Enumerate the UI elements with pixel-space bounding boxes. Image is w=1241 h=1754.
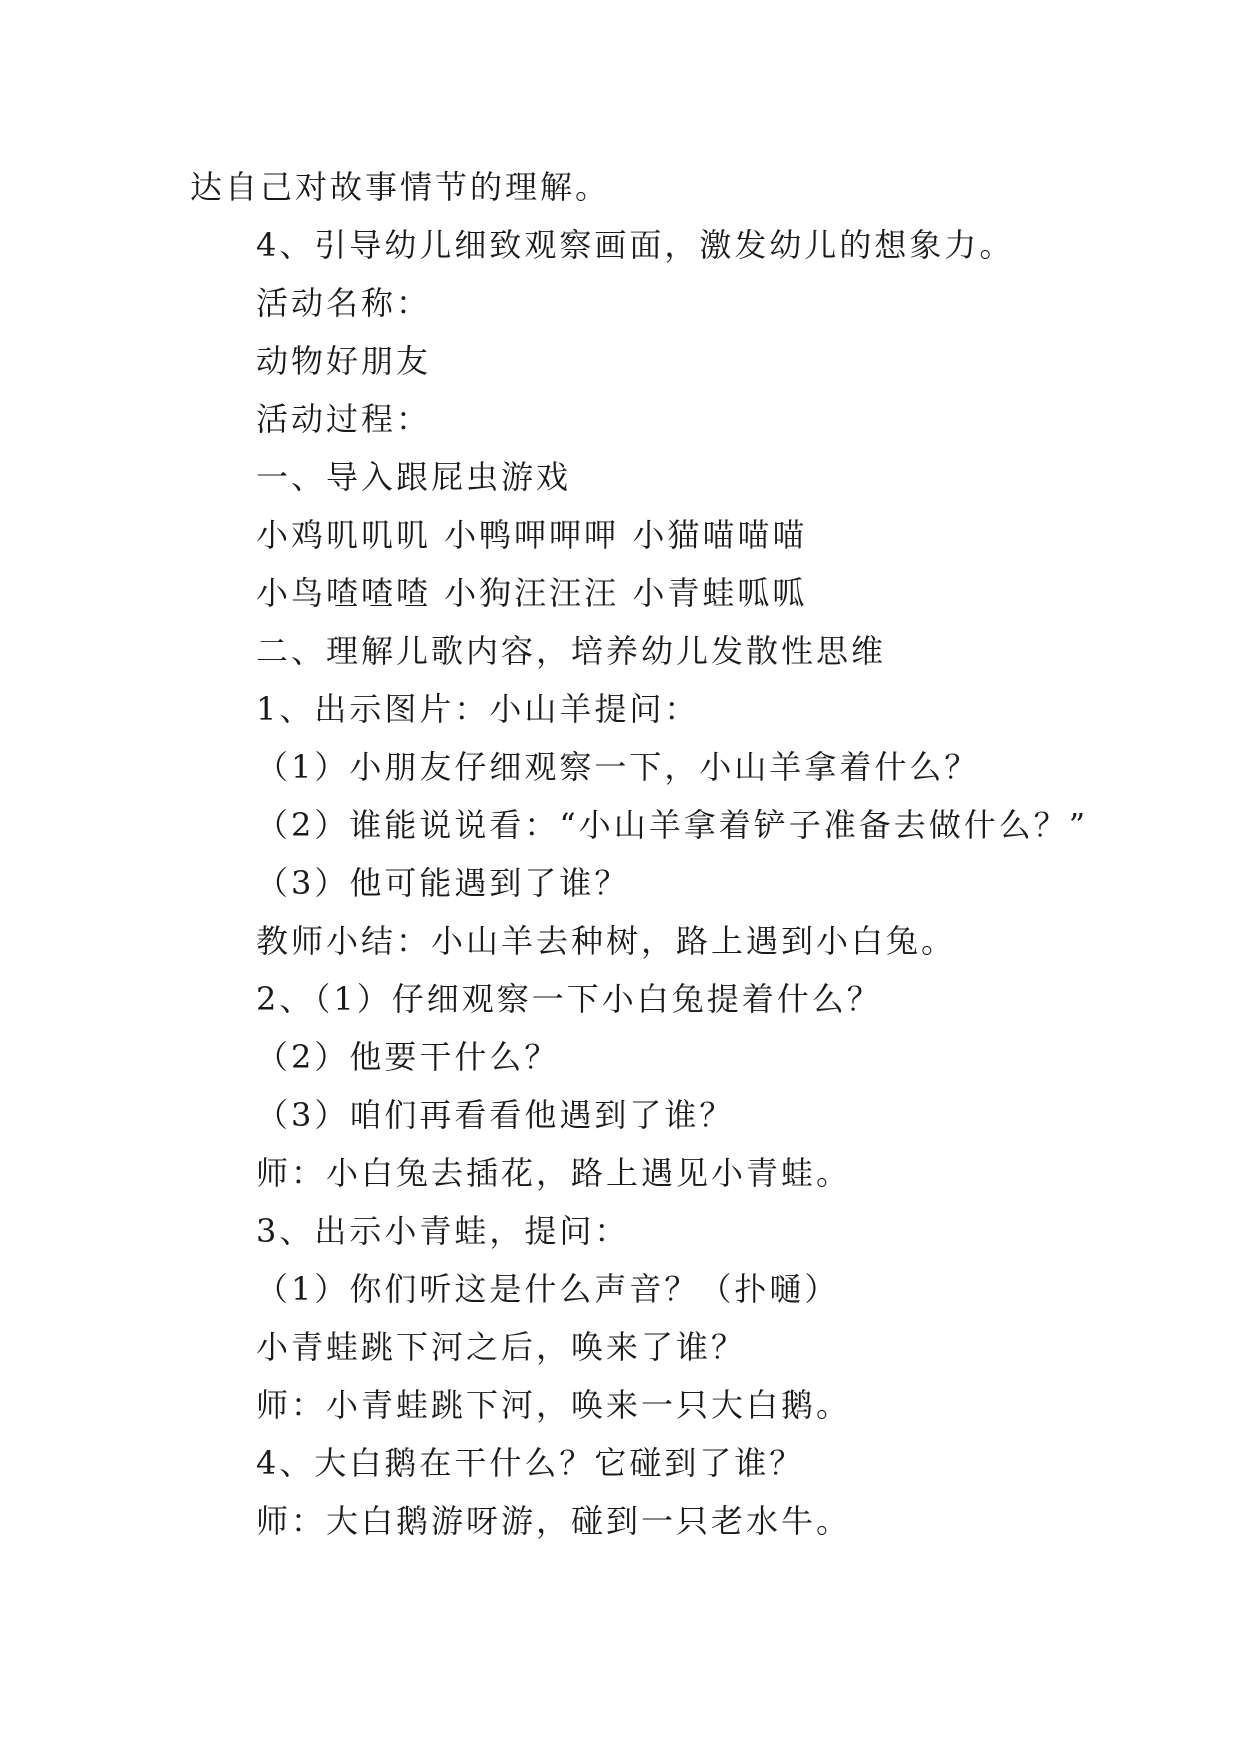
question-item: （2）他要干什么？	[256, 1038, 560, 1076]
rhyme-line-2: 小鸟喳喳喳 小狗汪汪汪 小青蛙呱呱	[256, 574, 808, 612]
question-item: （2）谁能说说看：“小山羊拿着铲子准备去做什么？”	[256, 806, 1089, 844]
question-item: （3）他可能遇到了谁？	[256, 864, 630, 902]
teacher-summary: 教师小结：小山羊去种树，路上遇到小白兔。	[256, 922, 957, 960]
objective-item-4: 4、引导幼儿细致观察画面，激发幼儿的想象力。	[256, 226, 1015, 264]
step-heading-2: 二、理解儿歌内容，培养幼儿发散性思维	[256, 632, 887, 670]
question-item: （1）你们听这是什么声音？（扑嗵）	[256, 1270, 840, 1308]
list-item: 4、大白鹅在干什么？它碰到了谁？	[256, 1444, 805, 1482]
question-item: （1）小朋友仔细观察一下，小山羊拿着什么？	[256, 748, 980, 786]
step-heading-1: 一、导入跟屁虫游戏	[256, 458, 572, 496]
question-item: 小青蛙跳下河之后，唤来了谁？	[256, 1328, 747, 1366]
activity-name: 动物好朋友	[256, 342, 432, 380]
rhyme-line-1: 小鸡叽叽叽 小鸭呷呷呷 小猫喵喵喵	[256, 516, 808, 554]
question-item: （3）咱们再看看他遇到了谁？	[256, 1096, 735, 1134]
teacher-summary: 师：小青蛙跳下河，唤来一只大白鹅。	[256, 1386, 852, 1424]
list-item: 1、出示图片：小山羊提问：	[256, 690, 700, 728]
section-label-activity-process: 活动过程：	[256, 400, 432, 438]
section-label-activity-name: 活动名称：	[256, 284, 432, 322]
document-body	[0, 158, 1241, 1550]
paragraph-continuation: 达自己对故事情节的理解。	[190, 168, 611, 206]
list-item: 3、出示小青蛙，提问：	[256, 1212, 630, 1250]
list-item: 2、（1）仔细观察一下小白兔提着什么？	[256, 980, 882, 1018]
teacher-summary: 师：小白兔去插花，路上遇见小青蛙。	[256, 1154, 852, 1192]
teacher-summary: 师：大白鹅游呀游，碰到一只老水牛。	[256, 1502, 852, 1540]
